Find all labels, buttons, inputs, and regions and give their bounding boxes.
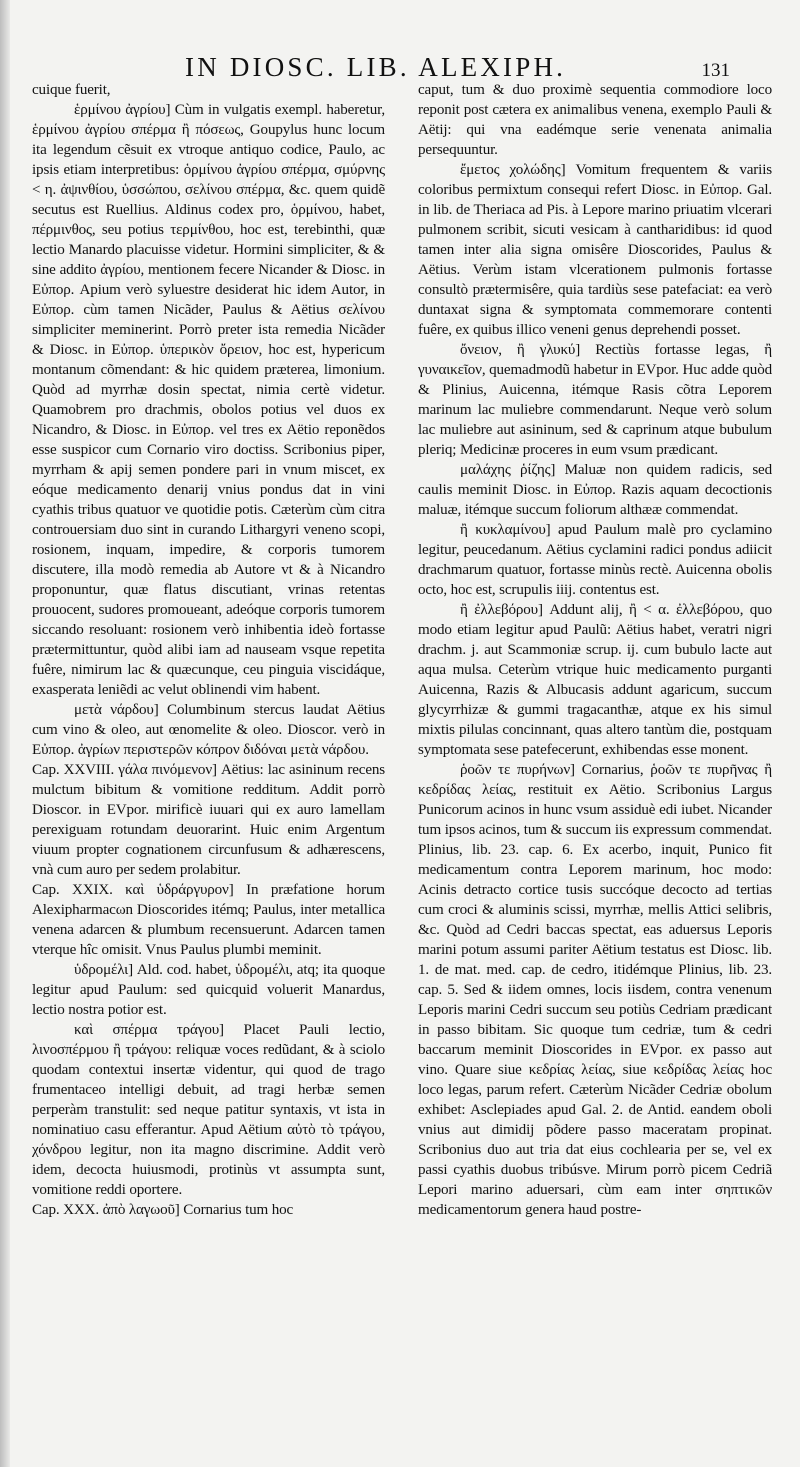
running-title: IN DIOSC. LIB. ALEXIPH.: [185, 52, 567, 82]
paragraph: μαλάχης ῥίζης] Maluæ non quidem radicis, sed caulis meminit Diosc. in Εὐπορ. Razis aquam decoctionis maluæ, itémque succum foliorum althææ commendat.: [418, 462, 772, 518]
running-header: [185, 52, 730, 82]
paragraph: ἢ κυκλαμίνου] apud Paulum malè pro cyclamino legitur, peucedanum. Aëtius cyclamini radici pondus adiicit drachmarum quatuor, fortasse minùs rectè. Auicenna obolis octo, hoc est, scrupulis iiij. contentus est.: [418, 522, 772, 598]
paragraph: ἑρμίνου ἀγρίου] Cùm in vulgatis exempl. haberetur, ἑρμίνου ἀγρίου σπέρμα ἢ πόσεως, Goupylus hunc locum ita legendum cẽsuit ex vtroque antiquo codice, Paulo, ac ipsis etiam interpretibus: ὁρμίνου ἀγρίου σπέρμα, σμύρνης < η. ἀψινθίου, ὑσσώπου, σελίνου σπέρμα, &c. quem quidẽ secutus est Ruellius. Aldinus codex pro, ὁρμίνου, habet, πέρμινθος, seu potius τερμίνθου, hoc est, terebinthi, quæ lectio Manardo placuisse videtur. Hormini simpliciter, & & sine addito ἀγρίου, mentionem fecere Nicander & Diosc. in Εὐπορ. Apium verò syluestre desiderat hic idem Autor, in Εὐπορ. cùm tamen Nicãder, Paulus & Aëtius σελίνου simpliciter meminerint. Porrò preter ista remedia Nicãder & Diosc. in Εὐπορ. ὑπερικὸν ὄρειον, hoc est, hypericum montanum cõmendant: & hic quidem præterea, limonium. Quòd ad myrrhæ dosin spectat, nimia certè videtur. Quamobrem pro drachmis, obolos potius vel duos ex Nicandro, & Diosc. in Εὐπορ. vel tres ex Aëtio reponẽdos esse suspicor cum Cornario viro doctiss. Scribonius piper, myrrham & apij semen pondere pari in vnum miscet, ex eóque medicamento denarij vnius pondus dat in vini cyathis tribus quatuor ve quotidie potis. Cæterùm cùm citra controuersiam duo sint in curando Lithargyri veneno scopi, rosionem, inquam, impedire, & corporis tumorem discutere, illa modò remedia ab Autore vt & à Nicandro proponuntur, quæ flatus discutiant, vrinas retentas prouocent, sudores promoueant, adeóque corporis tumorem siccando resoluant: rosionem verò inhibentia ideò fortasse prætermittuntur, quòd alibi iam ad nauseam vsque repetita fuêre, nimirum lac & quæcunque, ceu pinguia viscidáque, exasperata leniẽdi ac velut oblinendi vim habent.: [32, 102, 385, 698]
page-number: 131: [701, 60, 730, 81]
paragraph: ἔμετος χολώδης] Vomitum frequentem & variis coloribus permixtum consequi refert Diosc. in Εὐπορ. Gal. in lib. de Theriaca ad Pis. à Lepore marino priuatim vlcerari pulmonem scribit, sicuti vesicam à cantharidibus: id quod tamen inter alia signa omisêre Dioscorides, Paulus & Aëtius. Verùm istam vlcerationem pulmonis fortasse consultò prætermisêre, quia tardiùs sese patefaciat: ea verò duntaxat signa & symptomata commemorare contenti fuêre, ex quibus illico veneni genus deprehendi posset.: [418, 162, 772, 338]
paragraph: ὑδρομέλι] Ald. cod. habet, ὑδρομέλι, atq; ita quoque legitur apud Paulum: sed quicquid voluerit Manardus, lectio nostra potior est.: [32, 962, 385, 1018]
paragraph: καὶ σπέρμα τράγου] Placet Pauli lectio, λινοσπέρμου ἢ τράγου: reliquæ voces redũdant, & à sciolo quodam contextui insertæ videntur, qui quod de trago frumentaceo intelligi debuit, ad tragi herbæ semen perperàm transtulit: sed neque patitur syntaxis, vt ista in nominatiuo casu efferantur. Apud Aëtium αὐτὸ τὸ τράγου, χόνδρου legitur, non ita magno discrimine. Addit verò idem, decocta huiusmodi, protinùs vt assumpta sunt, vomitione reddi oportere.: [32, 1022, 385, 1198]
chapter-paragraph: Cap. XXVIII. γάλα πινόμενον] Aëtius: lac asininum recens mulctum bibitum & vomitione redditum. Addit porrò Dioscor. in EVpor. mirificè iuuari qui ex auro lamellam perexiguam rotundam deuorarint. Huic enim Argentum viuum propter cognationem circunfusum & adhærescens, vnà cum auro per sedem prolabitur.: [32, 762, 385, 878]
paragraph: cuique fuerit,: [32, 82, 111, 98]
paragraph: caput, tum & duo proximè sequentia commodiore loco reponit post cætera ex animalibus venena, exemplo Pauli & Aëtij: qui vna eadémque serie venenata animalia persequuntur.: [418, 82, 772, 158]
chapter-paragraph: Cap. XXX. ἀπὸ λαγωοῦ] Cornarius tum hoc: [32, 1202, 294, 1218]
paragraph: ἢ ἐλλεβόρου] Addunt alij, ἢ < α. ἐλλεβόρου, quo modo etiam legitur apud Paulũ: Aëtius habet, veratri nigri drachm. j. aut Scammoniæ scrup. ij. cum bubulo lacte aut aqua mulsa. Ceterùm vtrique huic medicamento purganti Auicenna, Razis & Albucasis addunt agaricum, succum glycyrrhizæ & gummi tragacanthæ, atque ex his simul mixtis pilulas concinnant, quas altero tantùm die, postquam symptomata sese patefecerunt, exhibendas esse monent.: [418, 602, 772, 758]
paragraph: μετὰ νάρδου] Columbinum stercus laudat Aëtius cum vino & oleo, aut œnomelite & oleo. Dioscor. verò in Εὐπορ. ἀγρίων περιστερῶν κόπρον διδόναι μετὰ νάρδου.: [32, 702, 385, 758]
right-column: [418, 80, 772, 1455]
left-column: [32, 80, 385, 1455]
scan-shadow-edge: [0, 0, 10, 1467]
paragraph: ὄνειον, ἢ γλυκύ] Rectiùs fortasse legas, ἢ γυναικεῖον, quemadmodũ habetur in EVpor. Huc adde quòd & Plinius, Auicenna, itémque Rasis cõtra Leporem marinum lac muliebre commendarunt. Neque verò solum lac muliebre aut asininum, sed & caprinum atque bubulum pleriq; Medicinæ proceres in eum vsum prædicant.: [418, 342, 772, 458]
paragraph: ῥοῶν τε πυρήνων] Cornarius, ῥοῶν τε πυρῆνας ἢ κεδρίδας λείας, restituit ex Aëtio. Scribonius Largus Punicorum acinos in hunc vsum assiduè edi iubet. Nicander tum ipsos acinos, tum & succum iis expressum commendat. Plinius, lib. 23. cap. 6. Ex acerbo, inquit, Punico fit medicamentum contra Leporem marinum, hoc modo: Acinis detracto cortice tusis succóque decocto ad tertias cum croci & aluminis scissi, myrrhæ, mellis Attici selibris, &c. Quòd ad Cedri baccas spectat, eas aduersus Leporis marini potum assumi pariter Aëtium testatus est Diosc. lib. 1. de mat. med. cap. de cedro, itidémque Plinius, lib. 23. cap. 5. Sed & iidem omnes, locis iisdem, contra venenum Leporis marini Cedri succum seu potiùs Cedriam prædicant in passo bibitam. Sic quoque tum cedriæ, tum & cedri baccarum meminit Dioscorides in EVpor. ex passo aut vino. Quare siue κεδρίας λείας, siue κεδρίδας λείας hoc loco legas, parum refert. Cæterùm Nicãder Cedriæ obolum exhibet: Asclepiades apud Gal. 2. de Antid. eandem oboli vnius aut dimidij põdere passo maceratam propinat. Scribonius duo aut tria dat eius cochlearia per se, vel ex passi cyathis duobus tribúsve. Mirum porrò picem Cedriã Lepori marino aduersari, cùm eam inter σηπτικῶν medicamentorum genera haud postre-: [418, 762, 772, 1218]
chapter-paragraph: Cap. XXIX. καὶ ὑδράργυρον] In præfatione horum Alexipharmacωn Dioscorides itémq; Paulus, inter metallica venena adarcen & plumbum recensuerunt. Adarcen tamen vterque hîc omisit. Vnus Paulus plumbi meminit.: [32, 882, 385, 958]
